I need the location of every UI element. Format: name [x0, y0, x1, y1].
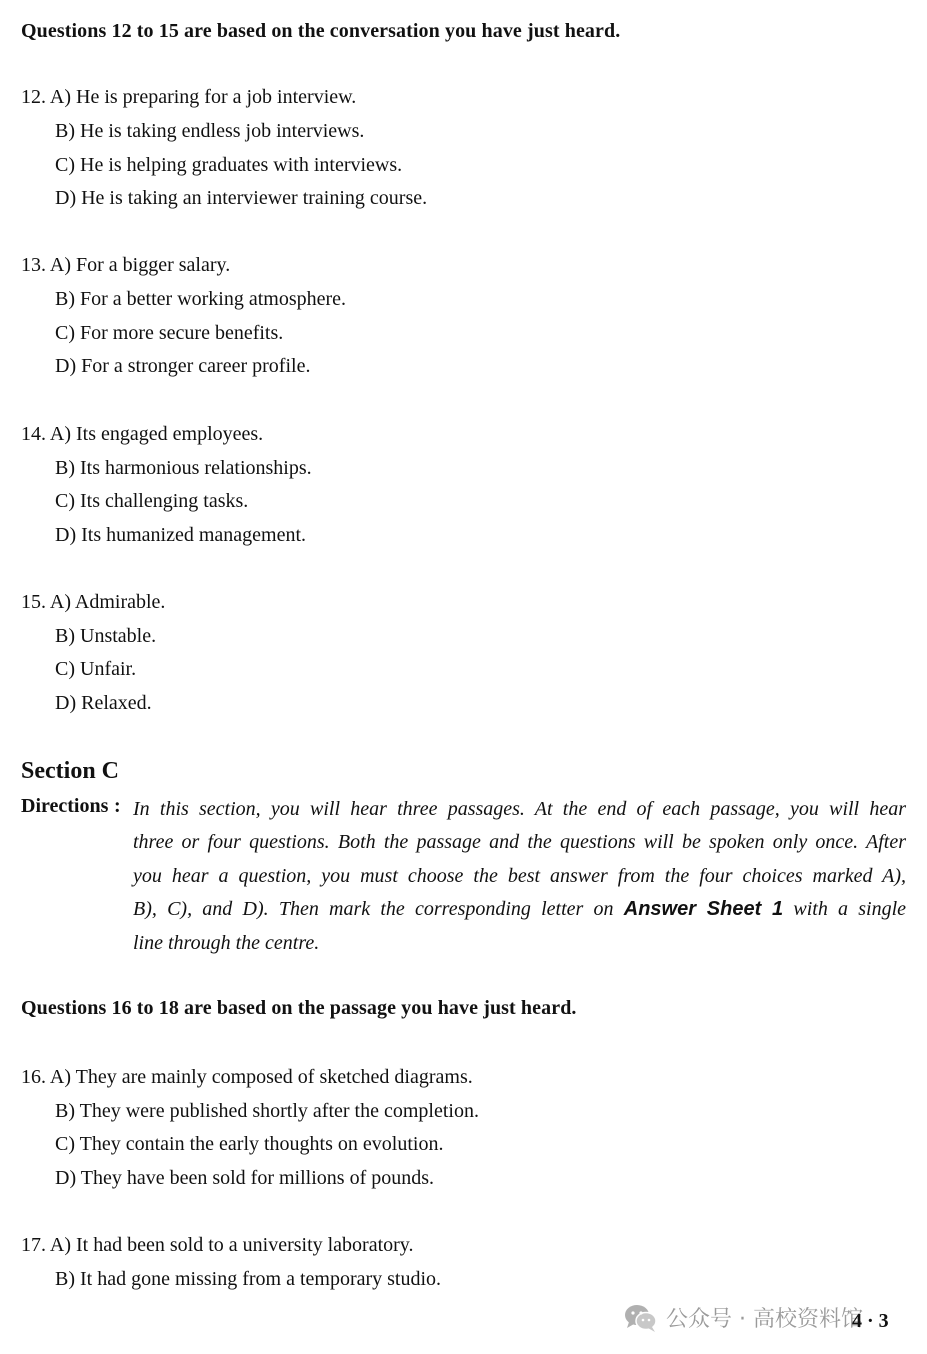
option-d: D) Its humanized management.: [55, 524, 307, 546]
question-number: 12.: [21, 86, 46, 108]
question-number: 13.: [21, 254, 46, 276]
directions-label: Directions: [21, 795, 109, 817]
option-a: A) They are mainly composed of sketched diagrams.: [49, 1066, 473, 1088]
option-b: B) They were published shortly after the completion.: [55, 1100, 479, 1122]
page-number: 4 · 3: [852, 1310, 889, 1332]
wechat-icon: [624, 1303, 658, 1333]
option-d: D) They have been sold for millions of pounds.: [55, 1167, 435, 1189]
option-b: B) He is taking endless job interviews.: [55, 120, 365, 142]
option-d: D) For a stronger career profile.: [55, 355, 311, 377]
option-b: B) For a better working atmosphere.: [55, 288, 347, 310]
option-d: D) He is taking an interviewer training course.: [55, 187, 428, 209]
question-group-heading-16-18: Questions 16 to 18 are based on the passage you have just heard.: [21, 997, 577, 1019]
option-b: B) Its harmonious relationships.: [55, 457, 312, 479]
question-number: 17.: [21, 1234, 46, 1256]
directions-colon: :: [114, 795, 121, 817]
option-a: A) It had been sold to a university laboratory.: [49, 1234, 414, 1256]
option-a: A) He is preparing for a job interview.: [49, 86, 357, 108]
option-b: B) It had gone missing from a temporary studio.: [55, 1268, 442, 1290]
question-number: 16.: [21, 1066, 46, 1088]
watermark-text: 公众号 · 高校资料馆: [666, 1307, 863, 1332]
answer-sheet-label: Answer Sheet 1: [623, 898, 784, 920]
option-b: B) Unstable.: [55, 625, 157, 647]
directions-line-1: In this section, you will hear three passages. At the end of each passage, you will hear: [133, 798, 906, 820]
directions-line-4-tail: with a single: [793, 898, 907, 920]
directions-line-2: three or four questions. Both the passage and the questions will be spoken only once. After: [133, 831, 906, 853]
option-c: C) Unfair.: [55, 658, 137, 680]
option-a: A) For a bigger salary.: [49, 254, 231, 276]
option-c: C) For more secure benefits.: [55, 322, 284, 344]
directions-line-5: line through the centre.: [133, 932, 320, 954]
option-a: A) Admirable.: [49, 591, 166, 613]
option-d: D) Relaxed.: [55, 692, 152, 714]
directions-line-3: you hear a question, you must choose the best answer from the four choices marked A),: [133, 865, 906, 887]
directions-line-4-text: B), C), and D). Then mark the corresponding letter on: [133, 898, 614, 920]
question-number: 15.: [21, 591, 46, 613]
option-c: C) Its challenging tasks.: [55, 490, 249, 512]
watermark: [624, 1302, 863, 1333]
question-group-heading-12-15: Questions 12 to 15 are based on the conversation you have just heard.: [21, 20, 621, 42]
directions-line-4: [133, 897, 906, 921]
question-number: 14.: [21, 423, 46, 445]
section-title: Section C: [21, 758, 119, 784]
option-a: A) Its engaged employees.: [49, 423, 264, 445]
option-c: C) He is helping graduates with interviews.: [55, 154, 403, 176]
option-c: C) They contain the early thoughts on evolution.: [55, 1133, 444, 1155]
